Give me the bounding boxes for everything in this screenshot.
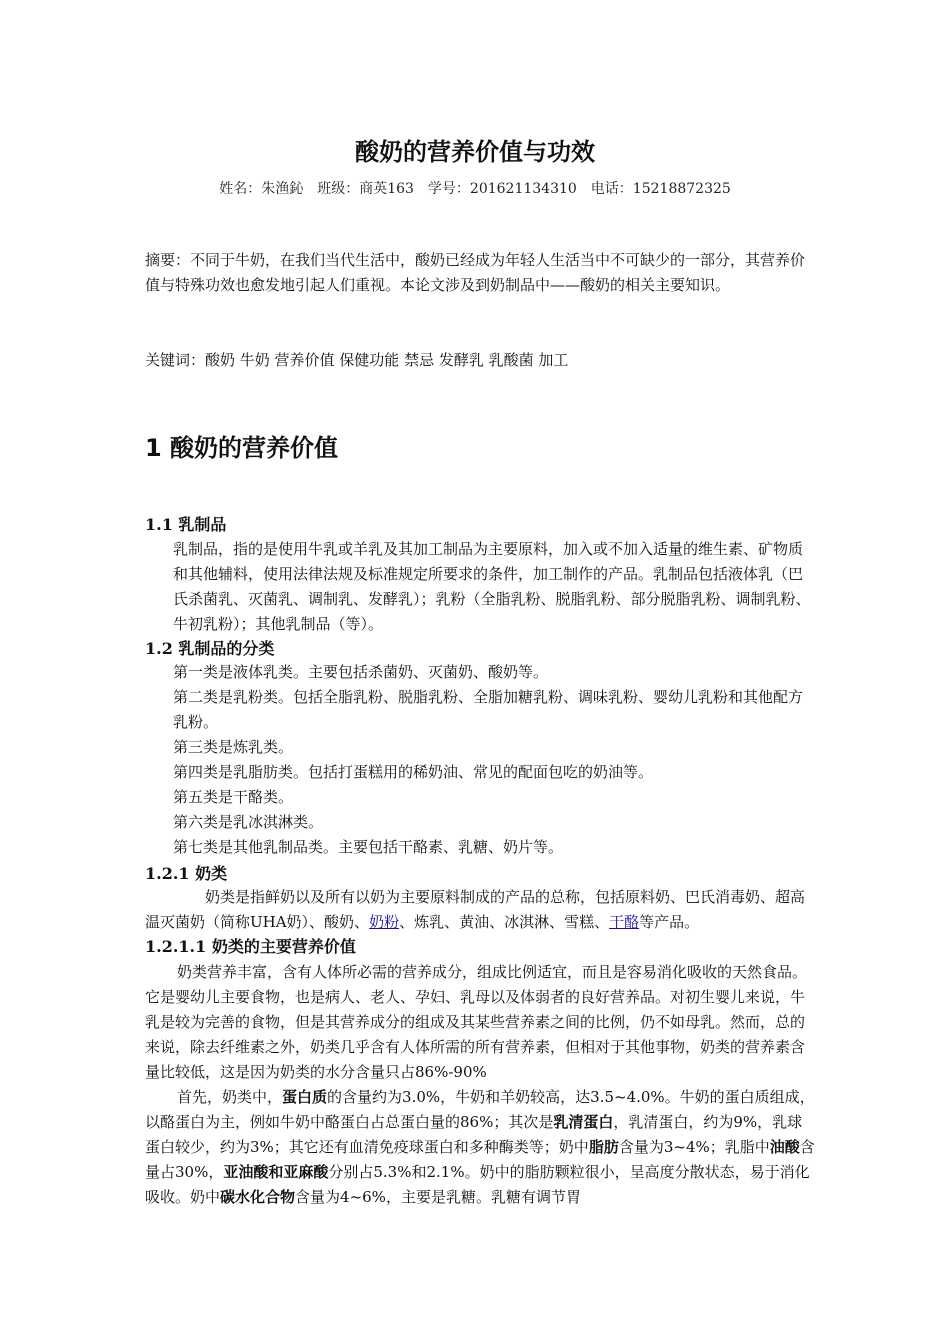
- category-list: [173, 660, 813, 860]
- bold-term: 油酸: [769, 1138, 800, 1156]
- bold-term: 乳清蛋白: [553, 1113, 614, 1131]
- abstract: 摘要：不同于牛奶，在我们当代生活中，酸奶已经成为年轻人生活当中不可缺少的一部分，其营养价值与特殊功效也愈发地引起人们重视。本论文涉及到奶制品中——酸奶的相关主要知识。: [145, 251, 806, 294]
- cheese-link[interactable]: 干酪: [609, 913, 640, 931]
- list-item: 第二类是乳粉类。包括全脂乳粉、脱脂乳粉、全脂加糖乳粉、调味乳粉、婴幼儿乳粉和其他配方乳粉。: [173, 688, 804, 731]
- author-line: 姓名：朱渔鈊 班级：商英163 学号：201621134310 电话：15218872325: [219, 181, 731, 197]
- nutrition-paragraph-1: 奶类营养丰富，含有人体所必需的营养成分，组成比例适宜，而且是容易消化吸收的天然食品。它是婴幼儿主要食物，也是病人、老人、孕妇、乳母以及体弱者的良好营养品。对初生婴儿来说，牛乳是较为完善的食物，但是其营养成分的组成及其某些营养素之间的比例，仍不如母乳。然而，总的来说，除去纤维素之外，奶类几乎含有人体所需的所有营养素，但相对于其他事物，奶类的营养素含量比较低，这是因为奶类的水分含量只占86%-90%: [145, 963, 808, 1081]
- keywords: 关键词：酸奶 牛奶 营养价值 保健功能 禁忌 发酵乳 乳酸菌 加工: [145, 351, 569, 369]
- list-item: 第五类是干酪类。: [173, 788, 294, 806]
- bold-term: 脂肪: [588, 1138, 619, 1156]
- milk-powder-link[interactable]: 奶粉: [369, 913, 400, 931]
- document-title: 酸奶的营养价值与功效: [355, 138, 595, 166]
- bold-term: 碳水化合物: [220, 1188, 296, 1206]
- section-heading-1-2-1-1: 1.2.1.1 奶类的主要营养价值: [145, 937, 356, 956]
- section-1-1-text: 乳制品，指的是使用牛乳或羊乳及其加工制品为主要原料，加入或不加入适量的维生素、矿物质和其他辅料，使用法律法规及标准规定所要求的条件，加工制作的产品。乳制品包括液体乳（巴氏杀菌乳、灭菌乳、调制乳、发酵乳）；乳粉（全脂乳粉、脱脂乳粉、部分脱脂乳粉、调制乳粉、牛初乳粉）；其他乳制品（等）。: [173, 540, 811, 633]
- section-heading-1-2-1: 1.2.1 奶类: [145, 864, 228, 883]
- list-item: 第六类是乳冰淇淋类。: [173, 813, 324, 831]
- list-item: 第三类是炼乳类。: [173, 738, 294, 756]
- list-item: 第七类是其他乳制品类。主要包括干酪素、乳糖、奶片等。: [173, 838, 564, 856]
- section-heading-1-1: 1.1 乳制品: [145, 515, 227, 534]
- nutrition-paragraph-2: 首先，奶类中，蛋白质的含量约为3.0%，牛奶和羊奶较高，达3.5~4.0%。牛奶的蛋白质组成，以酪蛋白为主，例如牛奶中酪蛋白占总蛋白量的86%；其次是乳清蛋白，乳清蛋白，约为9%，乳球蛋白较少，约为3%；其它还有血清免疫球蛋白和多种酶类等；奶中脂肪含量为3~4%；乳脂中油酸含量占30%，亚油酸和亚麻酸分别占5.3%和2.1%。奶中的脂肪颗粒很小，呈高度分散状态，易于消化吸收。奶中碳水化合物含量为4~6%，主要是乳糖。乳糖有调节胃: [145, 1088, 815, 1206]
- list-item: 第四类是乳脂肪类。包括打蛋糕用的稀奶油、常见的配面包吃的奶油等。: [173, 763, 654, 781]
- list-item: 第一类是液体乳类。主要包括杀菌奶、灭菌奶、酸奶等。: [173, 663, 549, 681]
- section-heading-1: 1 酸奶的营养价值: [145, 434, 339, 462]
- bold-term: 亚油酸和亚麻酸: [223, 1163, 329, 1181]
- section-heading-1-2: 1.2 乳制品的分类: [145, 639, 275, 658]
- bold-term: 蛋白质: [282, 1088, 328, 1106]
- section-1-2-1-text: 奶类是指鲜奶以及所有以奶为主要原料制成的产品的总称，包括原料奶、巴氏消毒奶、超高温灭菌奶（简称UHA奶）、酸奶、奶粉、炼乳、黄油、冰淇淋、雪糕、干酪等产品。: [145, 888, 806, 931]
